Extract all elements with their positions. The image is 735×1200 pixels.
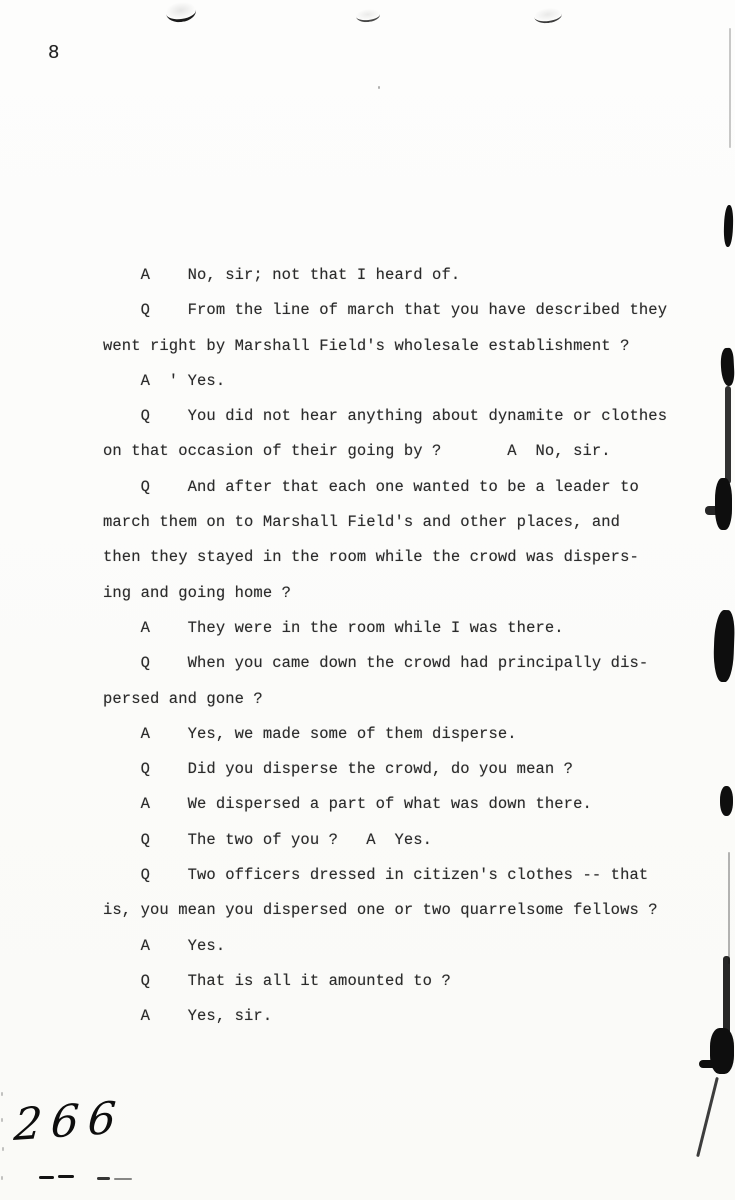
ink-smudge — [533, 6, 563, 24]
transcript-line: Q When you came down the crowd had principally dis- — [103, 654, 649, 673]
transcript-line: on that occasion of their going by ? A No, sir. — [103, 442, 611, 461]
transcript-line: A They were in the room while I was there. — [103, 618, 564, 637]
transcript-line: Q From the line of march that you have described they — [103, 301, 668, 320]
scan-speckle — [1, 1092, 3, 1096]
transcript-line: march them on to Marshall Field's and other places, and — [103, 513, 621, 532]
handwritten-folio-number: 266 — [12, 1091, 127, 1152]
transcript-line: ing and going home ? — [103, 583, 292, 602]
transcript-line: then they stayed in the room while the crowd was dispers- — [103, 548, 639, 567]
pen-dash — [114, 1178, 132, 1180]
scan-speckle — [378, 86, 380, 89]
transcript-line: A Yes, sir. — [103, 1007, 273, 1026]
transcript-line: persed and gone ? — [103, 689, 263, 708]
binding-mark — [720, 786, 733, 816]
transcript-line: Q That is all it amounted to ? — [103, 971, 451, 990]
binding-mark — [705, 506, 722, 515]
transcript-line: is, you mean you dispersed one or two quarrelsome fellows ? — [103, 901, 658, 920]
ink-smudge — [355, 8, 380, 23]
scan-speckle — [1, 1176, 3, 1180]
transcript-line: Q Did you disperse the crowd, do you mean ? — [103, 760, 574, 779]
transcript-line: went right by Marshall Field's wholesale establishment ? — [103, 336, 630, 355]
binding-mark — [729, 28, 731, 148]
transcript-line: A Yes, we made some of them disperse. — [103, 724, 517, 743]
scan-speckle — [1, 1118, 3, 1122]
binding-mark — [696, 1077, 719, 1157]
binding-mark — [723, 205, 733, 247]
binding-mark — [725, 386, 731, 484]
transcript-line: A No, sir; not that I heard of. — [103, 266, 461, 284]
ink-smudge — [165, 0, 197, 24]
transcript-line: A We dispersed a part of what was down there. — [103, 795, 592, 814]
binding-mark — [723, 956, 730, 1038]
transcript-text — [0, 258, 735, 1035]
transcript-line: A ' Yes. — [103, 371, 226, 390]
transcript-line: Q And after that each one wanted to be a leader to — [103, 477, 639, 496]
transcript-line: Q Two officers dressed in citizen's clothes -- that — [103, 866, 649, 885]
transcript-line: Q You did not hear anything about dynamite or clothes — [103, 407, 668, 426]
binding-mark — [699, 1060, 721, 1068]
pen-dash — [97, 1177, 110, 1180]
scan-speckle — [2, 1147, 4, 1151]
pen-dash — [58, 1175, 74, 1178]
binding-mark — [715, 478, 732, 530]
binding-mark — [728, 852, 730, 964]
page-number: 8 — [48, 42, 60, 64]
transcript-line: Q The two of you ? A Yes. — [103, 830, 433, 849]
pen-dash — [39, 1176, 54, 1179]
transcript-line: A Yes. — [103, 936, 226, 955]
